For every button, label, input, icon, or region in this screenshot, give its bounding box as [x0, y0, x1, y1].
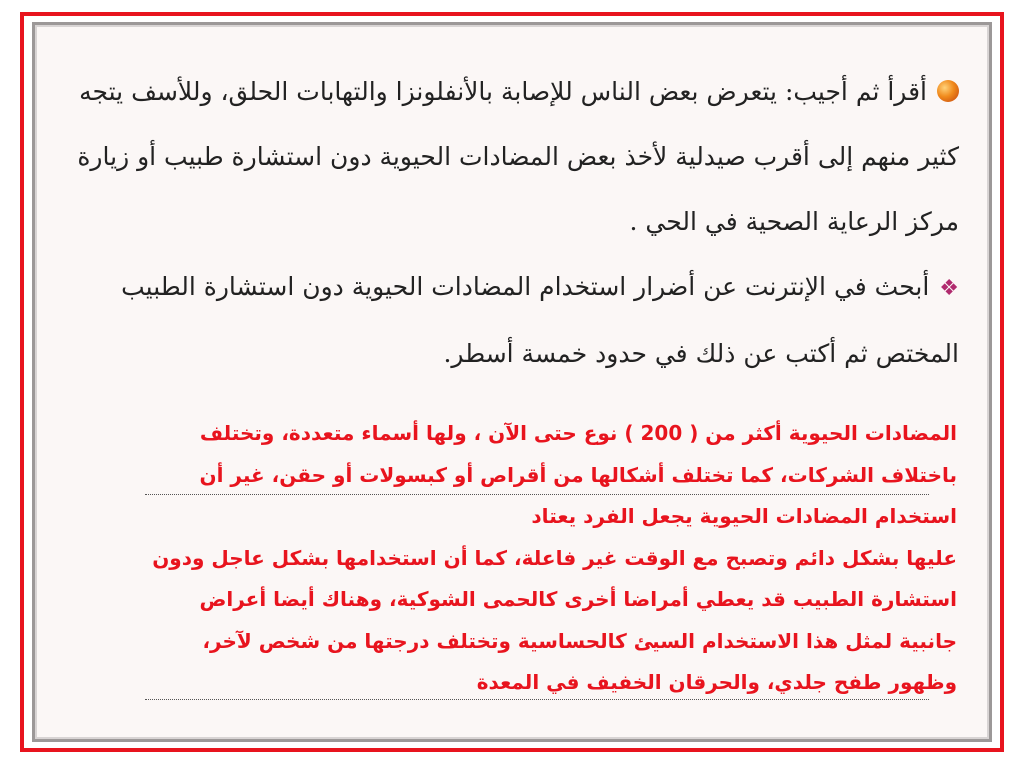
orange-ball-icon — [937, 80, 959, 102]
dotted-writing-line-1 — [145, 494, 929, 495]
question-text — [61, 59, 959, 386]
diamond-icon: ❖ — [939, 276, 959, 301]
answer-line-6: جانبية لمثل هذا الاستخدام السيئ كالحساسية وتختلف درجتها من شخص لآخر، — [202, 628, 957, 653]
question-paragraph-2-text: أبحث في الإنترنت عن أضرار استخدام المضادات الحيوية دون استشارة الطبيب المختص ثم أكتب عن ذلك في حدود خمسة أسطر. — [121, 272, 959, 368]
outer-red-frame — [20, 12, 1004, 752]
answer-line-3: استخدام المضادات الحيوية يجعل الفرد يعتاد — [531, 504, 957, 528]
answer-text — [55, 413, 957, 704]
dotted-writing-line-2 — [145, 699, 929, 700]
answer-line-7: وظهور طفح جلدي، والحرقان الخفيف في المعدة — [476, 670, 957, 694]
textbook-page — [32, 22, 992, 742]
question-paragraph-2 — [61, 254, 959, 386]
answer-line-1: المضادات الحيوية أكثر من ( 200 ) نوع حتى الآن ، ولها أسماء متعددة، وتختلف — [199, 421, 957, 445]
answer-line-5: استشارة الطبيب قد يعطي أمراضا أخرى كالحمى الشوكية، وهناك أيضا أعراض — [199, 587, 957, 611]
answer-line-4: عليها بشكل دائم وتصبح مع الوقت غير فاعلة، كما أن استخدامها بشكل عاجل ودون — [152, 545, 957, 570]
question-paragraph-1-text: أقرأ ثم أجيب: يتعرض بعض الناس للإصابة بالأنفلونزا والتهابات الحلق، وللأسف يتجه كثير منهم إلى أقرب صيدلية لأخذ بعض المضادات الحيوية دون استشارة طبيب أو زيارة مركز الرعاية الصحية في الحي . — [77, 77, 959, 236]
question-paragraph-1 — [61, 59, 959, 254]
answer-line-2: باختلاف الشركات، كما تختلف أشكالها من أقراص أو كبسولات أو حقن، غير أن — [199, 462, 957, 487]
